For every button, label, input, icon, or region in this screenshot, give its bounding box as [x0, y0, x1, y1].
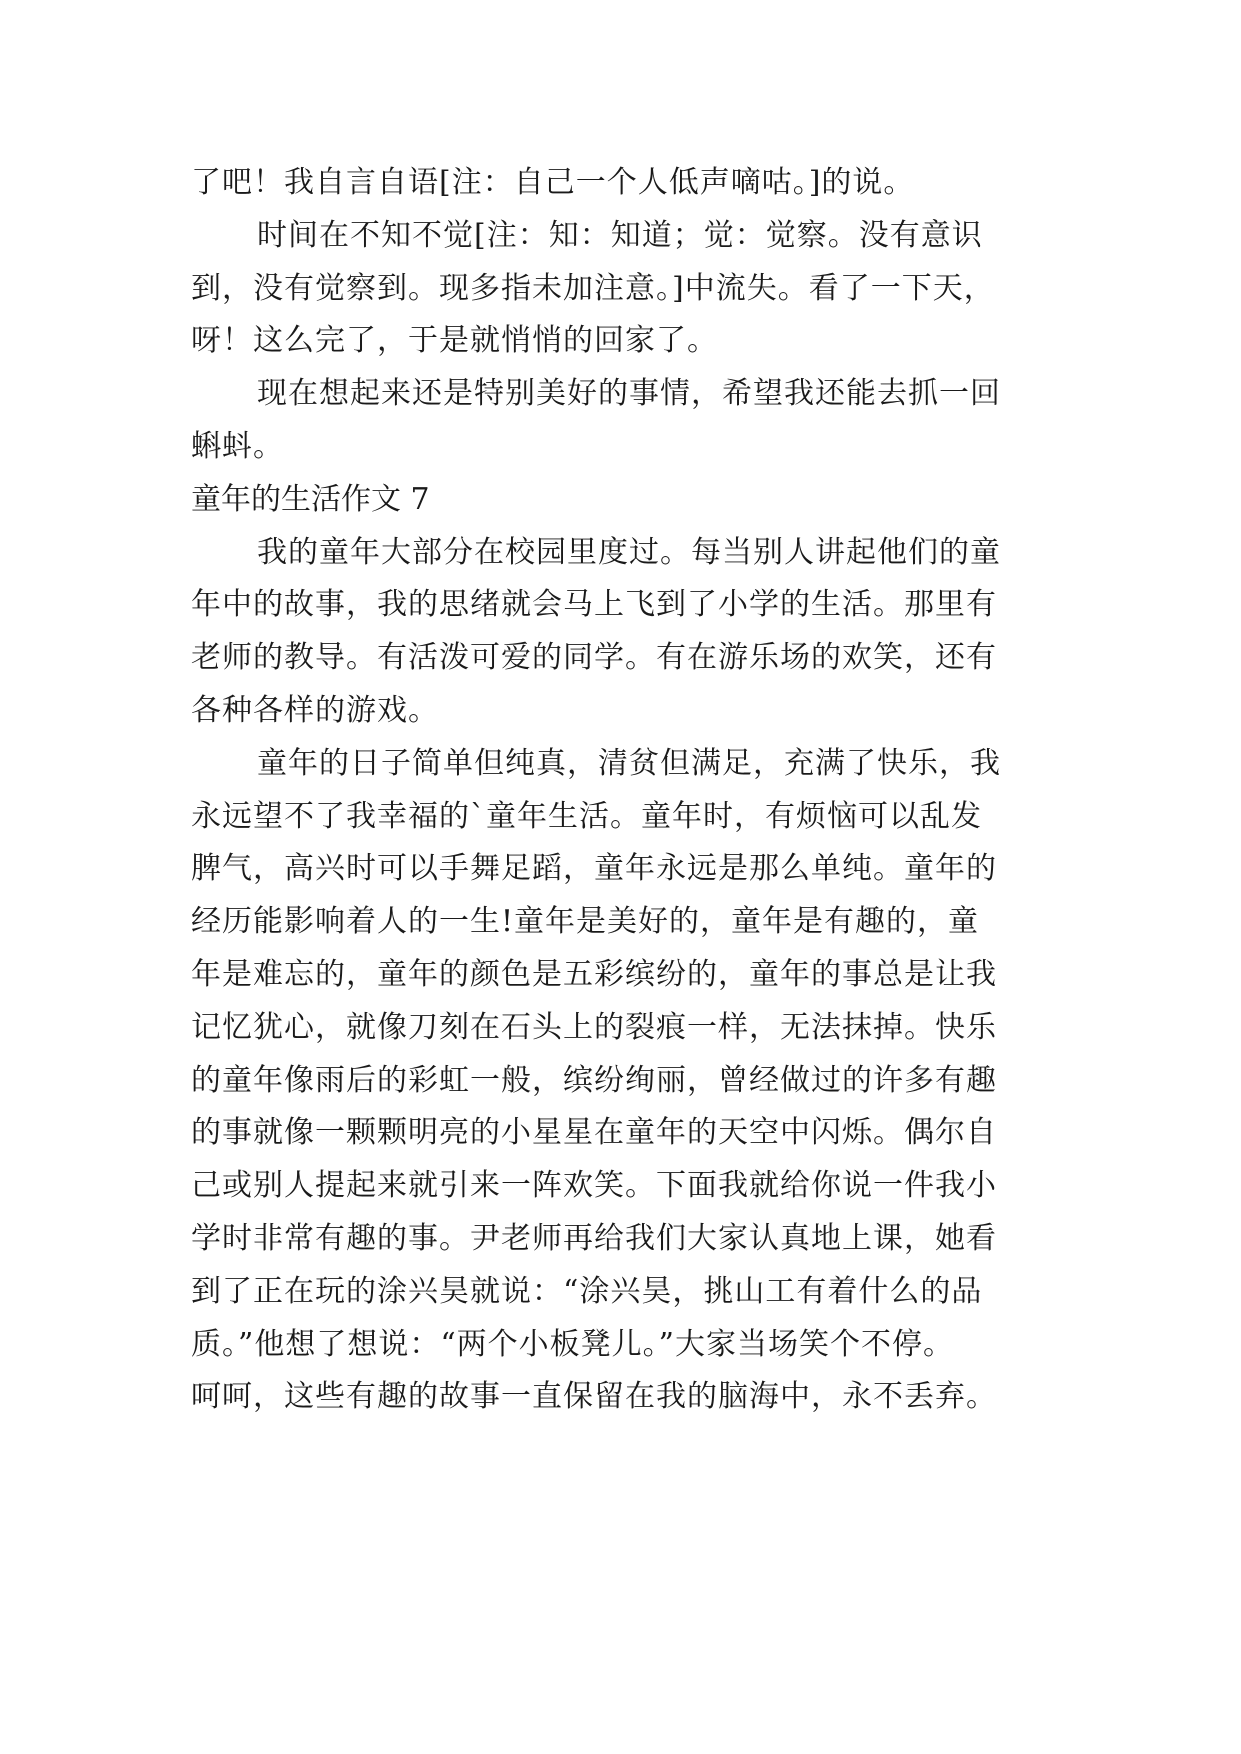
text-line: 学时非常有趣的事。尹老师再给我们大家认真地上课，她看 — [191, 1220, 997, 1256]
text-line: 年中的故事，我的思绪就会马上飞到了小学的生活。那里有 — [191, 587, 997, 623]
paragraph-first-line: 时间在不知不觉[注：知：知道；觉：觉察。没有意识 — [257, 217, 983, 253]
text-line: 经历能影响着人的一生!童年是美好的，童年是有趣的，童 — [191, 904, 980, 940]
text-line: 蝌蚪。 — [191, 428, 284, 464]
text-line: 的童年像雨后的彩虹一般，缤纷绚丽，曾经做过的许多有趣 — [191, 1062, 997, 1098]
text-line: 到了正在玩的涂兴昊就说：“涂兴昊，挑山工有着什么的品 — [191, 1273, 983, 1309]
text-line: 到，没有觉察到。现多指未加注意。]中流失。看了一下天， — [191, 270, 995, 306]
text-line: 的事就像一颗颗明亮的小星星在童年的天空中闪烁。偶尔自 — [191, 1115, 997, 1151]
paragraph-first-line: 我的童年大部分在校园里度过。每当别人讲起他们的童 — [257, 534, 1001, 570]
text-line: 呵呵，这些有趣的故事一直保留在我的脑海中，永不丢弃。 — [191, 1379, 997, 1415]
text-line: 年是难忘的，童年的颜色是五彩缤纷的，童年的事总是让我 — [191, 956, 997, 992]
text-line: 永远望不了我幸福的`童年生活。童年时，有烦恼可以乱发 — [191, 798, 982, 834]
text-line: 质。”他想了想说：“两个小板凳儿。”大家当场笑个不停。 — [191, 1326, 955, 1362]
paragraph-first-line: 童年的日子简单但纯真，清贫但满足，充满了快乐，我 — [257, 745, 1001, 781]
document-body — [191, 157, 1071, 1424]
text-line: 各种各样的游戏。 — [191, 692, 439, 728]
text-line: 己或别人提起来就引来一阵欢笑。下面我就给你说一件我小 — [191, 1168, 997, 1204]
text-line: 脾气，高兴时可以手舞足蹈，童年永远是那么单纯。童年的 — [191, 851, 997, 887]
text-line: 记忆犹心，就像刀刻在石头上的裂痕一样，无法抹掉。快乐 — [191, 1009, 997, 1045]
text-line: 呀！这么完了，于是就悄悄的回家了。 — [191, 323, 718, 359]
paragraph-first-line: 现在想起来还是特别美好的事情，希望我还能去抓一回 — [257, 376, 1001, 412]
section-heading: 童年的生活作文 7 — [191, 481, 430, 517]
text-line: 了吧！我自言自语[注：自己一个人低声嘀咕。]的说。 — [191, 165, 915, 200]
text-line: 老师的教导。有活泼可爱的同学。有在游乐场的欢笑，还有 — [191, 640, 997, 676]
